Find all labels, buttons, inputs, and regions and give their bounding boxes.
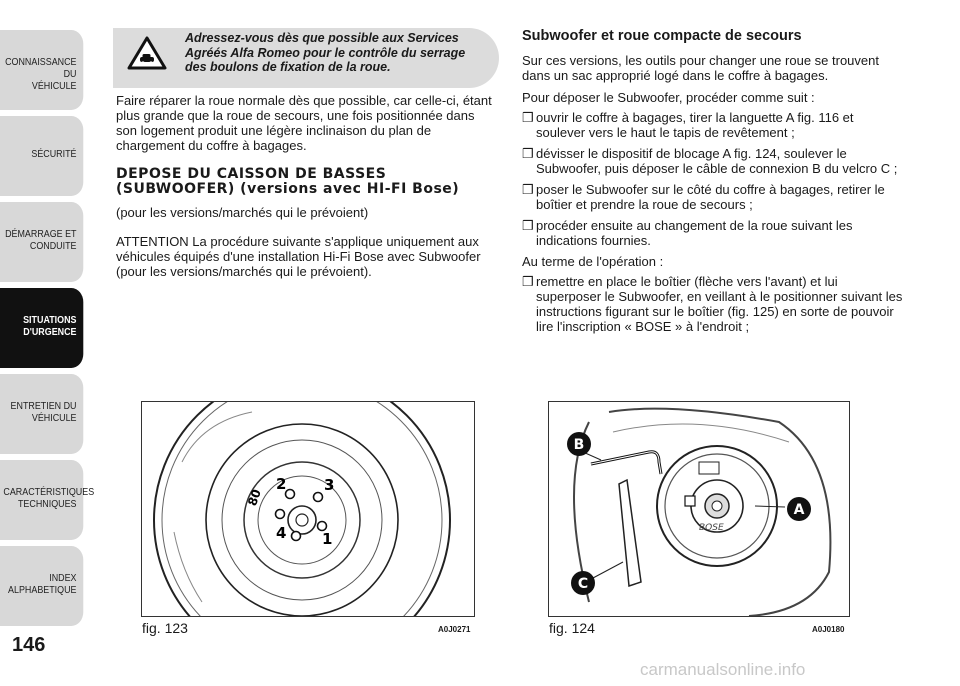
tab-situations-urgence[interactable] xyxy=(0,288,83,368)
tab-label: D'URGENCE xyxy=(23,326,77,338)
watermark: carmanualsonline.info xyxy=(640,660,806,679)
bolt-label-2: 2 xyxy=(276,475,287,493)
warning-text: Adressez-vous dès que possible aux Services Agréés Alfa Romeo pour le contrôle du serrage des boulons de fixation de la roue. xyxy=(185,31,466,74)
figure-caption: fig. 123 xyxy=(142,620,188,636)
page-number: 146 xyxy=(12,634,46,656)
paragraph: Au terme de l'opération : xyxy=(522,254,664,269)
warning-car-icon xyxy=(127,36,167,70)
figure-code: A0J0271 xyxy=(438,625,471,634)
tab-securite[interactable] xyxy=(0,116,83,196)
callout-label-b: B xyxy=(573,437,585,453)
paragraph: Pour déposer le Subwoofer, procéder comme suit : xyxy=(522,90,815,105)
list-item xyxy=(522,110,906,140)
checkbox-bullet-icon: ❒ xyxy=(522,110,534,125)
tire-marking: 80 xyxy=(245,487,264,508)
list-item-text: remettre en place le boîtier (flèche vers l'avant) et lui superposer le Subwoofer, en veillant à le positionner suivant les instructions figurant sur le boîtier (fig. 125) en sorte de pouvoir lire l'inscription « BOSE » à l'endroit ; xyxy=(536,274,903,334)
checkbox-bullet-icon: ❒ xyxy=(522,182,534,197)
tab-caracteristiques-techniques[interactable] xyxy=(0,460,95,540)
list-item xyxy=(522,274,906,334)
list-item-text: ouvrir le coffre à bagages, tirer la languette A fig. 116 et soulever vers le haut le tapis de revêtement ; xyxy=(536,110,854,140)
tab-label: ENTRETIEN DU xyxy=(10,400,77,412)
figure-code: A0J0180 xyxy=(812,625,845,634)
tab-entretien-vehicule[interactable] xyxy=(0,374,83,454)
list-item xyxy=(522,218,906,248)
bolt-label-4: 4 xyxy=(276,524,287,542)
bolt-label-3: 3 xyxy=(324,476,335,494)
tab-label: SITUATIONS xyxy=(23,314,77,326)
right-column xyxy=(522,28,906,340)
list-item-text: procéder ensuite au changement de la roue suivant les indications fournies. xyxy=(536,218,853,248)
figure-123 xyxy=(141,401,475,617)
left-column xyxy=(116,93,498,287)
attention-note: ATTENTION La procédure suivante s'applique uniquement aux véhicules équipés d'une installation Hi-Fi Bose avec Subwoofer (pour les versions/marchés qui le prévoient). xyxy=(116,234,481,279)
tab-label: SÉCURITÉ xyxy=(31,148,77,160)
tab-label: ALPHABETIQUE xyxy=(8,584,77,596)
tab-index-alphabetique[interactable] xyxy=(0,546,83,626)
tab-label: TECHNIQUES xyxy=(17,498,77,510)
warning-box xyxy=(113,28,499,88)
list-item xyxy=(522,182,906,212)
list-item xyxy=(522,146,906,176)
step-list xyxy=(522,110,906,248)
list-item-text: dévisser le dispositif de blocage A fig. 124, soulever le Subwoofer, puis déposer le câble de connexion B du velcro C ; xyxy=(536,146,898,176)
checkbox-bullet-icon: ❒ xyxy=(522,274,534,289)
callout-label-c: C xyxy=(577,576,589,592)
figure-caption: fig. 124 xyxy=(549,620,595,636)
subwoofer-brand: BOSE xyxy=(699,523,724,533)
after-list xyxy=(522,274,906,334)
section-heading: Subwoofer et roue compacte de secours xyxy=(522,28,802,44)
section-subtitle: (pour les versions/marchés qui le prévoient) xyxy=(116,205,369,220)
tab-label: DÉMARRAGE ET xyxy=(5,228,77,240)
figure-124 xyxy=(548,401,850,617)
checkbox-bullet-icon: ❒ xyxy=(522,218,534,233)
subwoofer-illustration xyxy=(549,402,849,616)
tab-label: CARACTÉRISTIQUES xyxy=(3,486,95,498)
spare-wheel-illustration xyxy=(142,402,474,616)
checkbox-bullet-icon: ❒ xyxy=(522,146,534,161)
list-item-text: poser le Subwoofer sur le côté du coffre à bagages, retirer le boîtier et prendre la roue de secours ; xyxy=(536,182,885,212)
bolt-label-1: 1 xyxy=(322,530,333,548)
paragraph: Faire réparer la roue normale dès que possible, car celle-ci, étant plus grande que la roue de secours, une fois positionnée dans son logement produit une légère inclinaison du plan de chargement du coffre à bagages. xyxy=(116,93,492,153)
tab-demarrage-conduite[interactable] xyxy=(0,202,83,282)
paragraph: Sur ces versions, les outils pour changer une roue se trouvent dans un sac approprié logé dans le coffre à bagages. xyxy=(522,53,879,83)
tab-label: VÉHICULE xyxy=(31,80,77,92)
tab-label: VÉHICULE xyxy=(31,412,77,424)
tab-label: CONDUITE xyxy=(29,240,77,252)
tab-label: INDEX xyxy=(49,572,77,584)
tab-label: CONNAISSANCE DU xyxy=(5,56,77,80)
tab-connaissance-vehicule[interactable] xyxy=(0,30,83,110)
section-heading: DEPOSE DU CAISSON DE BASSES (SUBWOOFER) (versions avec HI-FI Bose) xyxy=(116,166,460,197)
callout-label-a: A xyxy=(793,502,805,518)
